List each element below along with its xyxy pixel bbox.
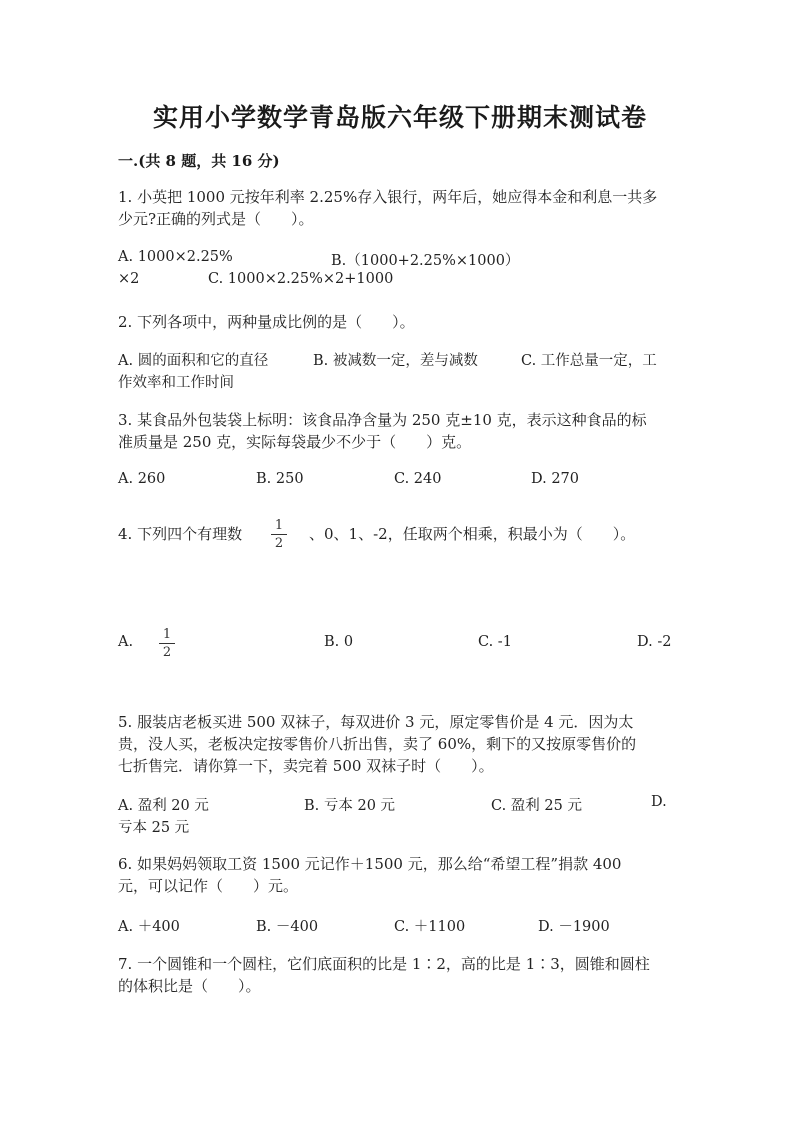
- page-title: 实用小学数学青岛版六年级下册期末测试卷: [152, 103, 647, 132]
- question-2-option-a: A. 圆的面积和它的直径: [118, 353, 269, 369]
- question-5-option-b: B. 亏本 20 元: [304, 798, 396, 814]
- question-4-option-b: B. 0: [324, 634, 354, 650]
- question-4-fraction: [271, 518, 287, 551]
- question-6-option-b: B. －400: [256, 919, 319, 935]
- question-3-text-line-2: 准质量是 250 克，实际每袋最少不少于（ ）克。: [118, 433, 472, 451]
- question-1-option-b: B.（1000+2.25%×1000）: [331, 253, 520, 269]
- question-4-option-a-fraction: [159, 627, 175, 660]
- fraction-denominator: 2: [162, 645, 172, 660]
- question-1-text-line-2: 少元?正确的列式是（ ）。: [118, 210, 314, 228]
- question-5-option-a: A. 盈利 20 元: [118, 798, 209, 814]
- question-5-option-d-continued: 亏本 25 元: [118, 820, 190, 836]
- question-6-text-line-2: 元，可以记作（ ）元。: [118, 877, 299, 895]
- question-3-option-d: D. 270: [531, 471, 580, 487]
- question-4-text-suffix: 、0、1、-2，任取两个相乘，积最小为（ ）。: [309, 525, 636, 543]
- question-6-text-line-1: 6. 如果妈妈领取工资 1500 元记作＋1500 元，那么给“希望工程”捐款 400: [118, 855, 622, 873]
- question-2-option-b: B. 被减数一定，差与减数: [313, 353, 478, 369]
- question-5-text-line-3: 七折售完．请你算一下，卖完着 500 双袜子时（ ）。: [118, 757, 494, 775]
- question-5-option-d: D.: [651, 794, 667, 810]
- question-6-option-d: D. －1900: [538, 919, 610, 935]
- question-4-option-a: A.: [118, 634, 134, 650]
- question-2-option-c-continued: 作效率和工作时间: [118, 375, 234, 391]
- section-heading: 一.(共 8 题，共 16 分): [118, 152, 280, 170]
- question-4-option-c: C. -1: [478, 634, 512, 650]
- question-2-option-c: C. 工作总量一定，工: [521, 353, 657, 369]
- question-7-text-line-2: 的体积比是（ ）。: [118, 977, 261, 995]
- fraction-numerator: 1: [274, 518, 284, 533]
- question-4-text-prefix: 4. 下列四个有理数: [118, 525, 243, 543]
- question-1-option-b-continued: ×2: [118, 271, 140, 287]
- question-1-text-line-1: 1. 小英把 1000 元按年利率 2.25%存入银行，两年后，她应得本金和利息一共多: [118, 188, 658, 206]
- question-3-option-c: C. 240: [394, 471, 442, 487]
- question-3-text-line-1: 3. 某食品外包装袋上标明：该食品净含量为 250 克±10 克，表示这种食品的标: [118, 411, 647, 429]
- fraction-denominator: 2: [274, 536, 284, 551]
- question-3-option-a: A. 260: [118, 471, 166, 487]
- question-5-option-c: C. 盈利 25 元: [491, 798, 582, 814]
- question-7-text-line-1: 7. 一个圆锥和一个圆柱，它们底面积的比是 1∶2，高的比是 1∶3，圆锥和圆柱: [118, 955, 650, 973]
- fraction-numerator: 1: [162, 627, 172, 642]
- question-1-option-c: C. 1000×2.25%×2+1000: [208, 271, 394, 287]
- fraction-bar: [271, 534, 287, 535]
- question-5-text-line-2: 贵，没人买，老板决定按零售价八折出售，卖了 60%，剩下的又按原零售价的: [118, 735, 637, 753]
- question-2-text: 2. 下列各项中，两种量成比例的是（ ）。: [118, 313, 415, 331]
- question-5-text-line-1: 5. 服装店老板买进 500 双袜子，每双进价 3 元，原定零售价是 4 元．因为太: [118, 713, 634, 731]
- fraction-bar: [159, 643, 175, 644]
- question-1-option-a: A. 1000×2.25%: [118, 249, 233, 265]
- question-6-option-a: A. ＋400: [118, 919, 180, 935]
- question-4-option-d: D. -2: [637, 634, 672, 650]
- question-3-option-b: B. 250: [256, 471, 304, 487]
- question-6-option-c: C. ＋1100: [394, 919, 466, 935]
